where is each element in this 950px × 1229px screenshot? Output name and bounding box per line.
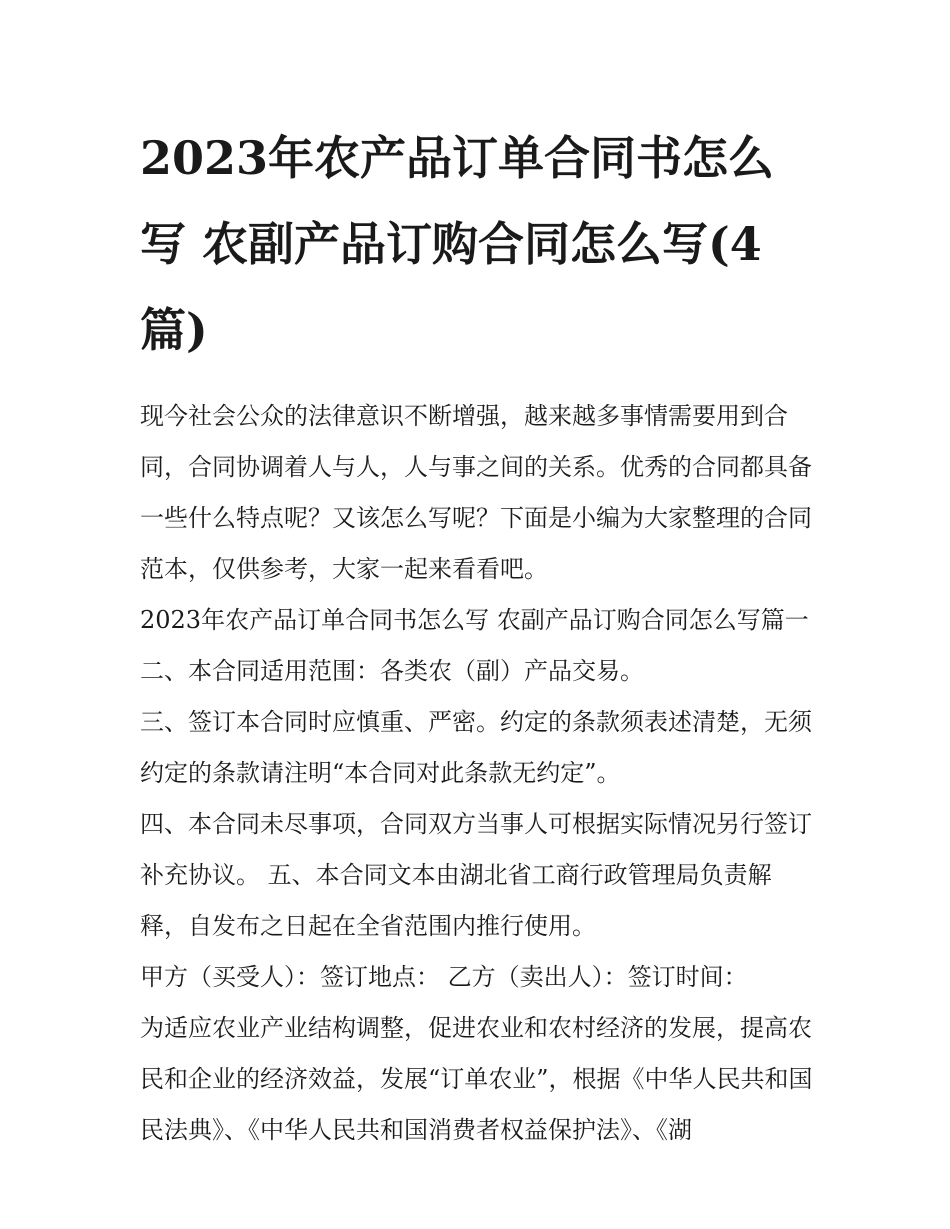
document-title: 2023年农产品订单合同书怎么写 农副产品订购合同怎么写(4篇) [140, 131, 775, 357]
paragraph-parties: 甲方（买受人）：签订地点： 乙方（卖出人）：签订时间： [140, 963, 748, 991]
paragraph-clause-four-five: 四、本合同未尽事项，合同双方当事人可根据实际情况另行签订补充协议。 五、本合同文本由湖北省工商行政管理局负责解释，自发布之日起在全省范围内推行使用。 [140, 810, 812, 940]
paragraph-intro: 现今社会公众的法律意识不断增强，越来越多事情需要用到合同，合同协调着人与人，人与事之间的关系。优秀的合同都具备一些什么特点呢？又该怎么写呢？下面是小编为大家整理的合同范本，仅供参考，大家一起来看看吧。 [140, 402, 812, 583]
paragraph-clause-three: 三、签订本合同时应慎重、严密。约定的条款须表述清楚，无须约定的条款请注明“本合同对此条款无约定”。 [140, 708, 812, 787]
document-body [140, 391, 815, 1156]
document-page [140, 115, 815, 1156]
paragraph-purpose: 为适应农业产业结构调整，促进农业和农村经济的发展，提高农民和企业的经济效益，发展“订单农业”，根据《中华人民共和国民法典》、《中华人民共和国消费者权益保护法》、《湖 [140, 1014, 813, 1144]
paragraph-section-one: 2023年农产品订单合同书怎么写 农副产品订购合同怎么写篇一 二、本合同适用范围：各类农（副）产品交易。 [140, 606, 809, 685]
